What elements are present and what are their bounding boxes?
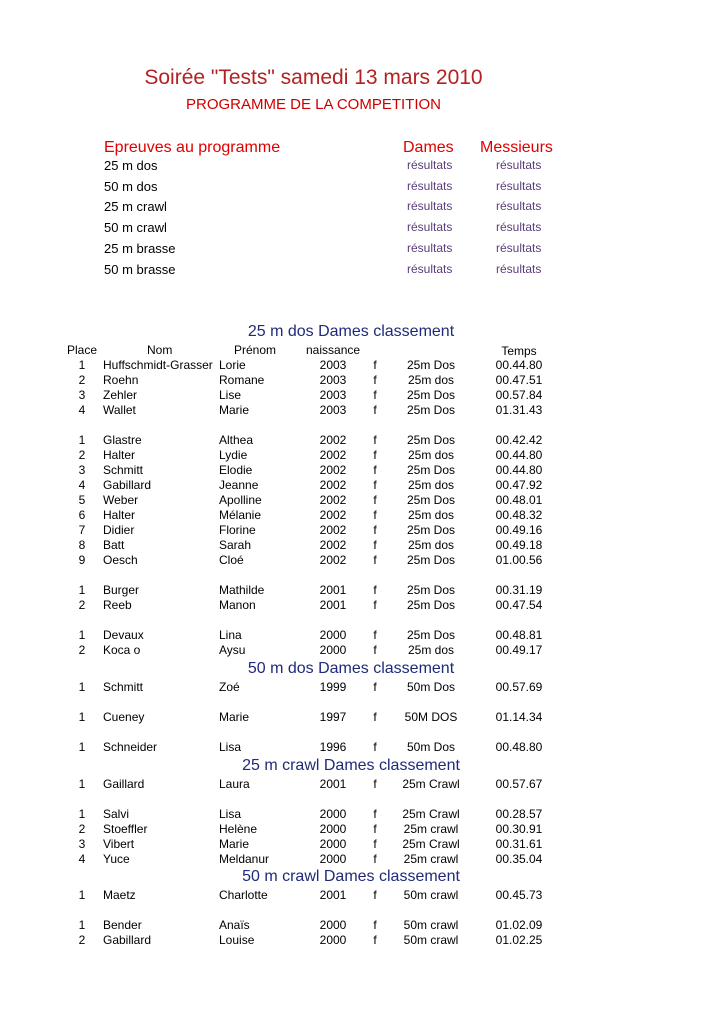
results-link-dames[interactable]: résultats <box>407 262 453 276</box>
program-event-label: 50 m dos <box>104 179 158 194</box>
cell-place: 7 <box>78 523 86 537</box>
cell-time: 00.49.18 <box>495 538 543 552</box>
cell-prenom: Lisa <box>219 807 242 821</box>
cell-sex: f <box>373 373 377 387</box>
cell-prenom: Florine <box>219 523 256 537</box>
cell-sex: f <box>373 807 377 821</box>
cell-place: 1 <box>78 628 86 642</box>
cell-prenom: Romane <box>219 373 265 387</box>
cell-time: 01.02.09 <box>495 918 543 932</box>
cell-time: 00.28.57 <box>495 807 543 821</box>
results-link-messieurs[interactable]: résultats <box>496 179 542 193</box>
cell-sex: f <box>373 463 377 477</box>
cell-time: 00.47.92 <box>495 478 543 492</box>
cell-sex: f <box>373 523 377 537</box>
cell-place: 6 <box>78 508 86 522</box>
cell-time: 01.00.56 <box>495 553 543 567</box>
cell-nom: Burger <box>103 583 140 597</box>
cell-year: 2000 <box>319 933 347 947</box>
cell-event: 25m Dos <box>406 403 456 417</box>
cell-sex: f <box>373 433 377 447</box>
cell-sex: f <box>373 478 377 492</box>
cell-nom: Vibert <box>103 837 135 851</box>
cell-nom: Weber <box>103 493 139 507</box>
cell-prenom: Cloé <box>219 553 244 567</box>
cell-year: 2003 <box>319 403 347 417</box>
cell-prenom: Lisa <box>219 740 242 754</box>
cell-prenom: Charlotte <box>219 888 268 902</box>
cell-sex: f <box>373 852 377 866</box>
cell-year: 2000 <box>319 852 347 866</box>
cell-year: 2002 <box>319 448 347 462</box>
cell-year: 2003 <box>319 358 347 372</box>
cell-time: 00.35.04 <box>495 852 543 866</box>
cell-place: 1 <box>78 888 86 902</box>
cell-nom: Schmitt <box>103 680 144 694</box>
cell-prenom: Sarah <box>219 538 252 552</box>
cell-year: 1996 <box>319 740 347 754</box>
cell-event: 25m Dos <box>406 463 456 477</box>
cell-year: 1997 <box>319 710 347 724</box>
cell-time: 01.02.25 <box>495 933 543 947</box>
results-link-messieurs[interactable]: résultats <box>496 220 542 234</box>
cell-sex: f <box>373 740 377 754</box>
cell-nom: Yuce <box>103 852 130 866</box>
cell-time: 00.44.80 <box>495 448 543 462</box>
cell-event: 25m Dos <box>406 358 456 372</box>
cell-place: 1 <box>78 433 86 447</box>
cell-prenom: Lydie <box>219 448 248 462</box>
cell-event: 25m dos <box>407 373 455 387</box>
page-subtitle: PROGRAMME DE LA COMPETITION <box>185 96 442 113</box>
cell-place: 1 <box>78 680 86 694</box>
cell-event: 25m Dos <box>406 553 456 567</box>
cell-sex: f <box>373 888 377 902</box>
cell-prenom: Apolline <box>219 493 262 507</box>
cell-sex: f <box>373 680 377 694</box>
cell-event: 25m Crawl <box>402 777 460 791</box>
cell-prenom: Mélanie <box>219 508 262 522</box>
cell-place: 9 <box>78 553 86 567</box>
results-link-messieurs[interactable]: résultats <box>496 241 542 255</box>
results-link-messieurs[interactable]: résultats <box>496 199 542 213</box>
program-col-messieurs: Messieurs <box>480 139 553 156</box>
cell-place: 2 <box>78 598 86 612</box>
cell-event: 50m crawl <box>403 933 459 947</box>
cell-nom: Roehn <box>103 373 139 387</box>
cell-sex: f <box>373 448 377 462</box>
cell-prenom: Lina <box>219 628 242 642</box>
cell-sex: f <box>373 710 377 724</box>
cell-nom: Batt <box>103 538 125 552</box>
cell-place: 2 <box>78 933 86 947</box>
cell-place: 2 <box>78 373 86 387</box>
cell-time: 01.14.34 <box>495 710 543 724</box>
cell-sex: f <box>373 538 377 552</box>
cell-year: 2002 <box>319 523 347 537</box>
cell-place: 2 <box>78 643 86 657</box>
program-event-label: 25 m dos <box>104 158 158 173</box>
cell-prenom: Marie <box>219 403 250 417</box>
cell-nom: Gaillard <box>103 777 145 791</box>
cell-year: 2002 <box>319 433 347 447</box>
cell-nom: Halter <box>103 448 136 462</box>
cell-year: 2002 <box>319 463 347 477</box>
cell-prenom: Marie <box>219 837 250 851</box>
cell-event: 25m dos <box>407 643 455 657</box>
cell-time: 00.47.54 <box>495 598 543 612</box>
cell-year: 2002 <box>319 478 347 492</box>
cell-sex: f <box>373 918 377 932</box>
cell-year: 2001 <box>319 583 347 597</box>
cell-prenom: Elodie <box>219 463 253 477</box>
cell-time: 00.48.01 <box>495 493 543 507</box>
cell-event: 50m crawl <box>403 888 459 902</box>
cell-event: 25m crawl <box>403 852 459 866</box>
results-link-dames[interactable]: résultats <box>407 199 453 213</box>
results-link-dames[interactable]: résultats <box>407 220 453 234</box>
header-naissance: naissance <box>306 343 361 357</box>
program-event-label: 25 m crawl <box>104 199 167 214</box>
cell-place: 4 <box>78 403 86 417</box>
cell-place: 2 <box>78 822 86 836</box>
section-title: 50 m crawl Dames classement <box>242 868 460 885</box>
cell-place: 1 <box>78 583 86 597</box>
cell-place: 1 <box>78 918 86 932</box>
cell-sex: f <box>373 598 377 612</box>
cell-place: 1 <box>78 740 86 754</box>
page-title: Soirée "Tests" samedi 13 mars 2010 <box>144 66 483 89</box>
cell-time: 00.47.51 <box>495 373 543 387</box>
cell-sex: f <box>373 643 377 657</box>
cell-event: 25m dos <box>407 478 455 492</box>
cell-prenom: Zoé <box>219 680 240 694</box>
program-event-label: 50 m crawl <box>104 220 167 235</box>
cell-place: 1 <box>78 358 86 372</box>
cell-year: 2001 <box>319 598 347 612</box>
cell-prenom: Jeanne <box>219 478 259 492</box>
section-title: 50 m dos Dames classement <box>247 660 455 677</box>
cell-prenom: Lise <box>219 388 242 402</box>
cell-nom: Cueney <box>103 710 145 724</box>
cell-place: 3 <box>78 837 86 851</box>
cell-place: 2 <box>78 448 86 462</box>
cell-time: 00.48.80 <box>495 740 543 754</box>
cell-sex: f <box>373 358 377 372</box>
cell-sex: f <box>373 508 377 522</box>
cell-sex: f <box>373 583 377 597</box>
program-event-label: 25 m brasse <box>104 241 176 256</box>
cell-prenom: Marie <box>219 710 250 724</box>
cell-time: 00.42.42 <box>495 433 543 447</box>
cell-nom: Maetz <box>103 888 136 902</box>
cell-nom: Wallet <box>103 403 136 417</box>
cell-place: 4 <box>78 852 86 866</box>
cell-time: 00.57.69 <box>495 680 543 694</box>
cell-time: 00.31.61 <box>495 837 543 851</box>
section-title: 25 m dos Dames classement <box>247 323 455 340</box>
cell-place: 3 <box>78 388 86 402</box>
cell-place: 1 <box>78 777 86 791</box>
cell-year: 2000 <box>319 628 347 642</box>
cell-event: 25m Dos <box>406 433 456 447</box>
section-title: 25 m crawl Dames classement <box>242 757 460 774</box>
cell-event: 50m Dos <box>406 680 456 694</box>
cell-year: 2002 <box>319 538 347 552</box>
cell-event: 50m Dos <box>406 740 456 754</box>
cell-nom: Halter <box>103 508 136 522</box>
program-event-label: 50 m brasse <box>104 262 176 277</box>
cell-year: 2003 <box>319 373 347 387</box>
cell-time: 00.57.67 <box>495 777 543 791</box>
cell-event: 25m dos <box>407 508 455 522</box>
results-link-dames[interactable]: résultats <box>407 179 453 193</box>
cell-event: 25m Crawl <box>402 807 460 821</box>
header-place: Place <box>66 343 98 357</box>
cell-nom: Glastre <box>103 433 142 447</box>
cell-event: 25m Dos <box>406 388 456 402</box>
cell-year: 2000 <box>319 837 347 851</box>
cell-sex: f <box>373 822 377 836</box>
cell-nom: Huffschmidt-Grasser <box>103 358 213 372</box>
cell-sex: f <box>373 837 377 851</box>
cell-time: 01.31.43 <box>495 403 543 417</box>
cell-event: 50m crawl <box>403 918 459 932</box>
cell-nom: Schneider <box>103 740 158 754</box>
header-nom: Nom <box>147 343 173 357</box>
cell-year: 2003 <box>319 388 347 402</box>
results-link-dames[interactable]: résultats <box>407 158 453 172</box>
cell-year: 2002 <box>319 493 347 507</box>
cell-place: 1 <box>78 807 86 821</box>
cell-sex: f <box>373 403 377 417</box>
cell-event: 25m Dos <box>406 598 456 612</box>
cell-event: 25m Crawl <box>402 837 460 851</box>
cell-sex: f <box>373 553 377 567</box>
cell-nom: Stoeffler <box>103 822 148 836</box>
cell-prenom: Althea <box>219 433 254 447</box>
cell-time: 00.48.32 <box>495 508 543 522</box>
cell-prenom: Manon <box>219 598 256 612</box>
cell-sex: f <box>373 933 377 947</box>
cell-nom: Bender <box>103 918 142 932</box>
cell-event: 25m crawl <box>403 822 459 836</box>
cell-place: 3 <box>78 463 86 477</box>
results-link-messieurs[interactable]: résultats <box>496 158 542 172</box>
program-col-dames: Dames <box>403 139 454 156</box>
cell-nom: Didier <box>103 523 135 537</box>
cell-nom: Zehler <box>103 388 138 402</box>
cell-prenom: Lorie <box>219 358 246 372</box>
cell-event: 25m Dos <box>406 628 456 642</box>
cell-prenom: Anaïs <box>219 918 250 932</box>
cell-time: 00.44.80 <box>495 463 543 477</box>
cell-prenom: Meldanur <box>219 852 270 866</box>
cell-place: 5 <box>78 493 86 507</box>
cell-event: 25m dos <box>407 538 455 552</box>
cell-nom: Oesch <box>103 553 138 567</box>
cell-prenom: Laura <box>219 777 250 791</box>
cell-event: 25m Dos <box>406 523 456 537</box>
cell-nom: Reeb <box>103 598 132 612</box>
results-link-messieurs[interactable]: résultats <box>496 262 542 276</box>
cell-time: 00.30.91 <box>495 822 543 836</box>
cell-time: 00.48.81 <box>495 628 543 642</box>
cell-year: 2001 <box>319 777 347 791</box>
cell-time: 00.49.17 <box>495 643 543 657</box>
cell-place: 1 <box>78 710 86 724</box>
cell-sex: f <box>373 628 377 642</box>
header-temps: Temps <box>501 344 537 358</box>
cell-year: 2002 <box>319 508 347 522</box>
cell-sex: f <box>373 388 377 402</box>
cell-event: 25m Dos <box>406 493 456 507</box>
cell-year: 2000 <box>319 807 347 821</box>
cell-time: 00.31.19 <box>495 583 543 597</box>
program-heading: Epreuves au programme <box>104 139 281 156</box>
header-prenom: Prénom <box>234 343 277 357</box>
results-link-dames[interactable]: résultats <box>407 241 453 255</box>
cell-time: 00.49.16 <box>495 523 543 537</box>
cell-time: 00.44.80 <box>495 358 543 372</box>
cell-year: 1999 <box>319 680 347 694</box>
cell-nom: Salvi <box>103 807 130 821</box>
cell-sex: f <box>373 493 377 507</box>
cell-nom: Koca o <box>103 643 141 657</box>
cell-prenom: Helène <box>219 822 258 836</box>
cell-year: 2001 <box>319 888 347 902</box>
cell-year: 2000 <box>319 643 347 657</box>
cell-prenom: Louise <box>219 933 255 947</box>
cell-nom: Gabillard <box>103 478 152 492</box>
cell-nom: Devaux <box>103 628 144 642</box>
cell-event: 25m dos <box>407 448 455 462</box>
cell-time: 00.57.84 <box>495 388 543 402</box>
cell-nom: Gabillard <box>103 933 152 947</box>
cell-place: 4 <box>78 478 86 492</box>
cell-place: 8 <box>78 538 86 552</box>
cell-sex: f <box>373 777 377 791</box>
cell-year: 2000 <box>319 918 347 932</box>
cell-nom: Schmitt <box>103 463 144 477</box>
cell-year: 2000 <box>319 822 347 836</box>
cell-year: 2002 <box>319 553 347 567</box>
cell-event: 50M DOS <box>404 710 458 724</box>
cell-prenom: Mathilde <box>219 583 265 597</box>
cell-prenom: Aysu <box>219 643 246 657</box>
cell-time: 00.45.73 <box>495 888 543 902</box>
cell-event: 25m Dos <box>406 583 456 597</box>
